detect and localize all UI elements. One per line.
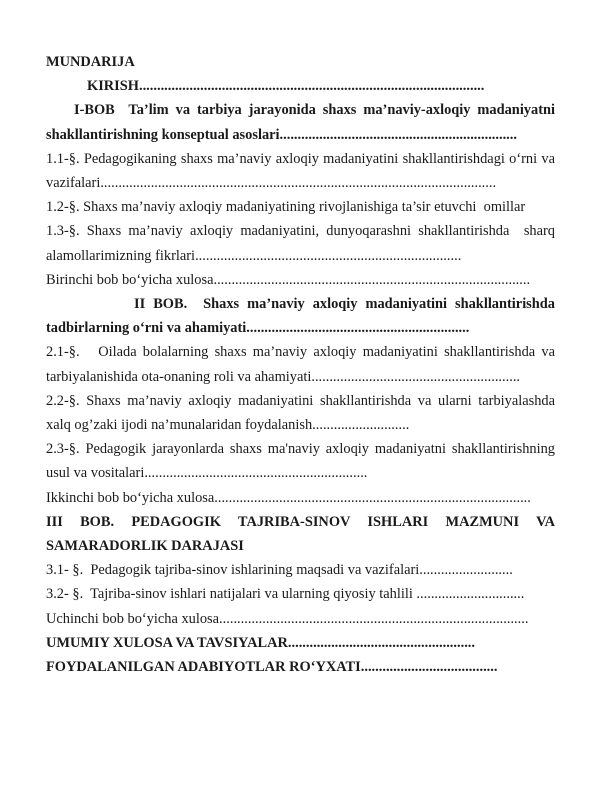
toc-entry-bibliography: [46, 655, 555, 679]
toc-entry-text: 1.3-§. Shaxs ma’naviy axloqiy madaniyatini, dunyoqarashni shakllantirishda sharq alamollarimizning fikrlari: [46, 223, 559, 264]
dot-leader: ..............................: [416, 586, 525, 603]
toc-entry-chapter2-conclusion: [46, 486, 555, 510]
toc-entry-text: UMUMIY XULOSA VA TAVSIYALAR: [46, 634, 288, 651]
dot-leader: ...........................: [312, 417, 410, 434]
toc-entry-text: 2.3-§. Pedagogik jarayonlarda shaxs ma'naviy axloqiy madaniyatni shakllantirishning usul va vositalari: [46, 441, 559, 482]
toc-entry-chapter-2: [46, 292, 559, 340]
dot-leader: ..........................................................: [311, 368, 521, 385]
toc-entry-chapter-3: [46, 510, 559, 558]
toc-entry-1-3: [46, 219, 559, 267]
toc-entry-1-2: [46, 195, 555, 219]
toc-entry-3-1: [46, 558, 555, 582]
dot-leader: ....................................................: [287, 634, 475, 651]
dot-leader: ..............................................................: [246, 320, 470, 337]
toc-entry-text: 2.2-§. Shaxs ma’naviy axloqiy madaniyatini shakllantirishda va ularni tarbiyalashda xalq og’zaki ijodi na’munalaridan foydalanish: [46, 392, 559, 434]
toc-entry-text: KIRISH: [87, 78, 139, 95]
toc-entry-general-conclusion: [46, 631, 555, 655]
dot-leader: ........................................................................................: [213, 271, 531, 288]
dot-leader: ................................................................................................: [138, 78, 485, 95]
dot-leader: ......................................: [360, 659, 498, 676]
toc-entry-chapter1-conclusion: [46, 268, 555, 292]
dot-leader: ..............................................................................................................: [100, 175, 497, 192]
toc-entry-chapter-1: [46, 98, 559, 146]
dot-leader: ......................................................................................: [219, 610, 529, 627]
toc-entry-kirish: [46, 74, 555, 98]
toc-entry-2-1: [46, 340, 559, 388]
page-title: MUNDARIJA: [46, 54, 135, 70]
toc-entry-text: 3.2- §. Tajriba-sinov ishlari natijalari va ularning qiyosiy tahlili: [46, 586, 417, 603]
dot-leader: ..........................................................................: [195, 247, 462, 264]
toc-entry-chapter3-conclusion: [46, 607, 555, 631]
dot-leader: ..........................: [419, 562, 513, 579]
toc-entry-2-2: [46, 389, 559, 437]
toc-entry-1-1: [46, 147, 559, 195]
dot-leader: ........................................................................................: [214, 489, 531, 506]
toc-entry-3-2: [46, 582, 555, 606]
toc-entry-text: I-BOB Ta’lim va tarbiya jarayonida shaxs ma’naviy-axloqiy madaniyatni shakllantirishning konseptual asoslari: [46, 102, 559, 143]
toc-entry-text: 1.2-§. Shaxs ma’naviy axloqiy madaniyatining rivojlanishiga ta’sir etuvchi omillar: [46, 199, 526, 216]
toc-entry-text: 3.1- §. Pedagogik tajriba-sinov ishlarining maqsadi va vazifalari: [46, 562, 420, 579]
toc-entry-text: Ikkinchi bob bo‘yicha xulosa: [46, 489, 215, 506]
dot-leader: ..............................................................: [144, 465, 368, 482]
toc-entry-text: Birinchi bob bo‘yicha xulosa: [46, 271, 214, 288]
toc-entry-text: II BOB. Shaxs ma’naviy axloqiy madaniyatini shakllantirishda tadbirlarning o‘rni va ahamiyati: [46, 296, 559, 337]
toc-entry-text: FOYDALANILGAN ADABIYOTLAR RO‘YXATI: [46, 659, 361, 676]
toc-entry-text: Uchinchi bob bo‘yicha xulosa: [46, 610, 220, 627]
dot-leader: ..................................................................: [279, 126, 517, 143]
toc-entry-2-3: [46, 437, 559, 485]
toc-entry-text: 2.1-§. Oilada bolalarning shaxs ma’naviy axloqiy madaniyatini shakllantirishda va tarbiyalanishida ota-onaning roli va ahamiyati: [46, 344, 559, 385]
toc-entry-text: III BOB. PEDAGOGIK TAJRIBA-SINOV ISHLARI MAZMUNI VA SAMARADORLIK DARAJASI: [46, 513, 559, 555]
toc-entry-text: 1.1-§. Pedagogikaning shaxs ma’naviy axloqiy madaniyatini shakllantirishdagi o‘rni va vazifalari: [46, 150, 559, 192]
